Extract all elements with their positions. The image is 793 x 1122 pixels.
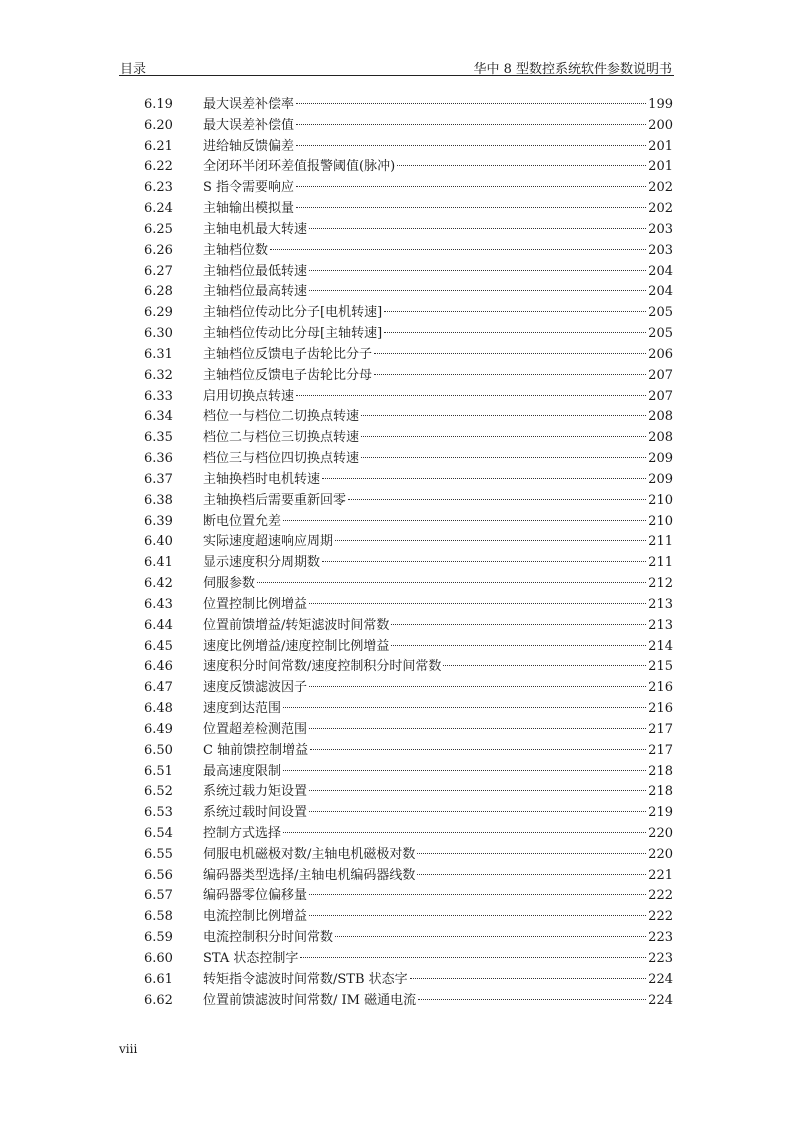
toc-leader-dots [335,540,646,541]
toc-entry[interactable] [144,845,673,866]
toc-entry-number: 6.30 [144,326,173,342]
toc-entry[interactable] [144,720,673,741]
toc-entry-title: 位置前馈滤波时间常数/ IM 磁通电流 [203,992,417,1008]
toc-entry-number: 6.21 [144,138,173,154]
toc-entry[interactable] [144,678,673,699]
toc-entry[interactable] [144,866,673,887]
toc-entry-number: 6.32 [144,367,173,383]
toc-entry-title: 主轴档位最低转速 [203,263,308,279]
toc-entry-title: 速度积分时间常数/速度控制积分时间常数 [203,659,442,675]
toc-leader-dots [322,561,646,562]
toc-leader-dots [417,874,646,875]
toc-entry[interactable] [144,512,673,533]
toc-entry-title: 启用切换点转速 [203,388,295,404]
toc-leader-dots [283,707,646,708]
toc-entry-number: 6.56 [144,867,173,883]
toc-entry-title: 最高速度限制 [203,763,282,779]
toc-entry-page: 222 [648,888,673,904]
toc-entry-page: 217 [648,721,673,737]
toc-leader-dots [309,228,646,229]
toc-entry[interactable] [144,824,673,845]
toc-entry-page: 218 [648,763,673,779]
toc-entry[interactable] [144,428,673,449]
toc-entry-number: 6.25 [144,221,173,237]
table-of-contents [144,95,673,1011]
toc-leader-dots [270,249,646,250]
toc-entry-title: 主轴档位最高转速 [203,284,308,300]
toc-leader-dots [296,124,646,125]
toc-entry-page: 216 [648,680,673,696]
toc-leader-dots [391,624,646,625]
toc-entry-title: 系统过载力矩设置 [203,784,308,800]
toc-entry-title: 伺服电机磁极对数/主轴电机磁极对数 [203,846,416,862]
page-header [119,56,674,76]
toc-entry-number: 6.45 [144,638,173,654]
toc-entry-page: 221 [648,867,673,883]
toc-entry-title: 转矩指令滤波时间常数/STB 状态字 [203,971,408,987]
toc-entry-page: 213 [648,617,673,633]
toc-entry-title: 档位三与档位四切换点转速 [203,451,360,467]
toc-entry-page: 199 [648,97,673,112]
toc-entry-title: 实际速度超速响应周期 [203,534,334,550]
toc-entry[interactable] [144,741,673,762]
toc-entry-number: 6.34 [144,409,173,425]
toc-entry[interactable] [144,553,673,574]
toc-entry-number: 6.31 [144,346,173,362]
toc-entry[interactable] [144,491,673,512]
toc-entry-number: 6.54 [144,825,173,841]
toc-entry[interactable] [144,762,673,783]
toc-entry-page: 220 [648,846,673,862]
toc-leader-dots [384,332,646,333]
toc-entry-title: S 指令需要响应 [203,180,295,196]
page-number: viii [119,1042,138,1056]
toc-leader-dots [309,603,646,604]
toc-entry-number: 6.42 [144,576,173,592]
toc-entry-page: 205 [648,305,673,321]
toc-leader-dots [309,270,646,271]
toc-entry[interactable] [144,616,673,637]
toc-entry[interactable] [144,157,673,178]
toc-entry-title: 全闭环半闭环差值报警阈值(脉冲) [203,159,396,175]
toc-entry-number: 6.59 [144,930,173,946]
toc-entry-number: 6.28 [144,284,173,300]
toc-entry-page: 202 [648,201,673,217]
toc-entry-page: 207 [648,388,673,404]
toc-entry-number: 6.50 [144,742,173,758]
toc-entry-number: 6.36 [144,451,173,467]
toc-entry-number: 6.58 [144,909,173,925]
toc-entry-number: 6.62 [144,992,173,1008]
toc-entry-title: 主轴电机最大转速 [203,221,308,237]
toc-entry-page: 208 [648,409,673,425]
toc-entry-page: 213 [648,596,673,612]
toc-entry-number: 6.57 [144,888,173,904]
toc-leader-dots [310,749,646,750]
toc-entry-page: 211 [648,534,673,550]
toc-entry-page: 207 [648,367,673,383]
toc-entry-number: 6.47 [144,680,173,696]
toc-entry-page: 204 [648,284,673,300]
toc-leader-dots [361,436,646,437]
toc-entry-page: 203 [648,242,673,258]
toc-leader-dots [417,853,646,854]
toc-leader-dots [335,936,646,937]
toc-entry-title: 主轴档位传动比分母[主轴转速] [203,326,383,342]
toc-entry-page: 210 [648,513,673,529]
toc-entry-title: 速度到达范围 [203,701,282,717]
toc-entry[interactable] [144,137,673,158]
toc-entry[interactable] [144,470,673,491]
toc-leader-dots [309,915,646,916]
toc-entry-number: 6.19 [144,97,173,112]
toc-entry-title: 编码器零位偏移量 [203,888,308,904]
toc-entry[interactable] [144,574,673,595]
toc-leader-dots [410,978,647,979]
toc-entry-title: 伺服参数 [203,576,256,592]
toc-entry-page: 215 [648,659,673,675]
toc-entry-title: 主轴档位反馈电子齿轮比分子 [203,346,373,362]
toc-entry-number: 6.46 [144,659,173,675]
toc-entry-page: 224 [648,992,673,1008]
toc-entry-number: 6.51 [144,763,173,779]
toc-entry-number: 6.40 [144,534,173,550]
toc-leader-dots [418,999,646,1000]
toc-entry-page: 218 [648,784,673,800]
toc-entry-title: 编码器类型选择/主轴电机编码器线数 [203,867,416,883]
toc-entry[interactable] [144,449,673,470]
toc-entry-page: 212 [648,576,673,592]
toc-entry[interactable] [144,803,673,824]
toc-leader-dots [296,145,646,146]
toc-entry-title: 档位一与档位二切换点转速 [203,409,360,425]
toc-entry-title: C 轴前馈控制增益 [203,742,309,758]
toc-leader-dots [361,457,646,458]
toc-entry[interactable] [144,928,673,949]
toc-entry-number: 6.33 [144,388,173,404]
toc-entry[interactable] [144,970,673,991]
toc-entry[interactable] [144,178,673,199]
toc-leader-dots [397,165,646,166]
toc-entry[interactable] [144,345,673,366]
toc-entry[interactable] [144,95,673,116]
toc-entry[interactable] [144,303,673,324]
toc-leader-dots [384,311,646,312]
toc-leader-dots [300,957,646,958]
toc-entry-number: 6.52 [144,784,173,800]
toc-entry-number: 6.41 [144,555,173,571]
toc-entry[interactable] [144,387,673,408]
toc-entry[interactable] [144,949,673,970]
toc-entry-title: 主轴档位数 [203,242,269,258]
toc-entry-page: 219 [648,805,673,821]
toc-entry[interactable] [144,532,673,553]
toc-entry-number: 6.43 [144,596,173,612]
toc-entry-number: 6.24 [144,201,173,217]
toc-leader-dots [309,728,646,729]
toc-entry-page: 206 [648,346,673,362]
toc-entry-title: 主轴输出模拟量 [203,201,295,217]
toc-leader-dots [374,353,646,354]
toc-leader-dots [283,770,646,771]
toc-entry[interactable] [144,991,673,1012]
toc-leader-dots [296,103,646,104]
toc-entry-page: 200 [648,117,673,133]
toc-entry-number: 6.20 [144,117,173,133]
toc-entry-page: 222 [648,909,673,925]
toc-entry-title: STA 状态控制字 [203,950,299,966]
toc-entry-page: 223 [648,950,673,966]
toc-leader-dots [283,520,646,521]
toc-entry-page: 203 [648,221,673,237]
toc-entry[interactable] [144,407,673,428]
toc-entry-title: 电流控制积分时间常数 [203,930,334,946]
toc-entry-title: 位置超差检测范围 [203,721,308,737]
toc-leader-dots [309,790,646,791]
toc-entry-page: 201 [648,138,673,154]
header-rule [119,75,674,76]
toc-entry-number: 6.23 [144,180,173,196]
toc-entry-page: 209 [648,471,673,487]
toc-entry-number: 6.39 [144,513,173,529]
toc-entry-page: 204 [648,263,673,279]
toc-entry-title: 显示速度积分周期数 [203,555,321,571]
toc-entry[interactable] [144,241,673,262]
toc-entry-page: 208 [648,430,673,446]
toc-entry[interactable] [144,199,673,220]
toc-entry-page: 220 [648,825,673,841]
toc-leader-dots [348,499,646,500]
toc-entry-page: 210 [648,492,673,508]
toc-entry[interactable] [144,699,673,720]
toc-entry-number: 6.22 [144,159,173,175]
header-book-title: 华中 8 型数控系统软件参数说明书 [473,62,672,77]
toc-entry[interactable] [144,907,673,928]
toc-leader-dots [391,645,646,646]
toc-entry-number: 6.61 [144,971,173,987]
toc-entry-title: 位置前馈增益/转矩滤波时间常数 [203,617,390,633]
toc-leader-dots [374,374,646,375]
toc-entry-number: 6.48 [144,701,173,717]
toc-entry-page: 216 [648,701,673,717]
toc-entry[interactable] [144,886,673,907]
toc-entry-number: 6.49 [144,721,173,737]
toc-entry[interactable] [144,657,673,678]
toc-entry-page: 223 [648,930,673,946]
toc-leader-dots [283,832,646,833]
toc-entry-title: 最大误差补偿值 [203,117,295,133]
toc-leader-dots [309,811,646,812]
toc-entry-title: 速度比例增益/速度控制比例增益 [203,638,390,654]
toc-entry[interactable] [144,595,673,616]
toc-entry-page: 224 [648,971,673,987]
toc-entry-title: 系统过载时间设置 [203,805,308,821]
toc-leader-dots [296,395,646,396]
toc-entry[interactable] [144,116,673,137]
toc-entry-title: 主轴档位反馈电子齿轮比分母 [203,367,373,383]
toc-entry-title: 控制方式选择 [203,825,282,841]
toc-entry-page: 211 [648,555,673,571]
toc-entry-number: 6.55 [144,846,173,862]
toc-entry[interactable] [144,220,673,241]
toc-leader-dots [361,415,646,416]
toc-leader-dots [296,186,646,187]
toc-entry[interactable] [144,262,673,283]
toc-entry-title: 档位二与档位三切换点转速 [203,430,360,446]
toc-entry-number: 6.26 [144,242,173,258]
toc-entry-number: 6.60 [144,950,173,966]
toc-leader-dots [309,290,646,291]
toc-entry-page: 217 [648,742,673,758]
toc-leader-dots [296,207,646,208]
toc-entry[interactable] [144,637,673,658]
toc-leader-dots [309,686,646,687]
toc-entry-title: 电流控制比例增益 [203,909,308,925]
toc-entry-title: 速度反馈滤波因子 [203,680,308,696]
toc-leader-dots [257,582,646,583]
toc-entry-title: 主轴换档后需要重新回零 [203,492,347,508]
toc-entry[interactable] [144,282,673,303]
toc-entry-number: 6.37 [144,471,173,487]
toc-entry-title: 进给轴反馈偏差 [203,138,295,154]
toc-entry[interactable] [144,782,673,803]
toc-entry-number: 6.44 [144,617,173,633]
toc-entry-title: 位置控制比例增益 [203,596,308,612]
toc-entry-page: 202 [648,180,673,196]
toc-entry-page: 205 [648,326,673,342]
toc-entry-title: 断电位置允差 [203,513,282,529]
toc-entry-page: 214 [648,638,673,654]
toc-entry-title: 主轴档位传动比分子[电机转速] [203,305,383,321]
toc-entry-number: 6.38 [144,492,173,508]
toc-entry-number: 6.29 [144,305,173,321]
toc-leader-dots [443,665,646,666]
toc-entry-number: 6.53 [144,805,173,821]
toc-entry[interactable] [144,324,673,345]
toc-entry[interactable] [144,366,673,387]
toc-entry-title: 最大误差补偿率 [203,97,295,112]
toc-entry-title: 主轴换档时电机转速 [203,471,321,487]
header-section-title: 目录 [120,62,147,77]
toc-leader-dots [322,478,646,479]
toc-entry-number: 6.35 [144,430,173,446]
toc-entry-page: 201 [648,159,673,175]
toc-entry-page: 209 [648,451,673,467]
toc-entry-number: 6.27 [144,263,173,279]
toc-leader-dots [309,894,646,895]
